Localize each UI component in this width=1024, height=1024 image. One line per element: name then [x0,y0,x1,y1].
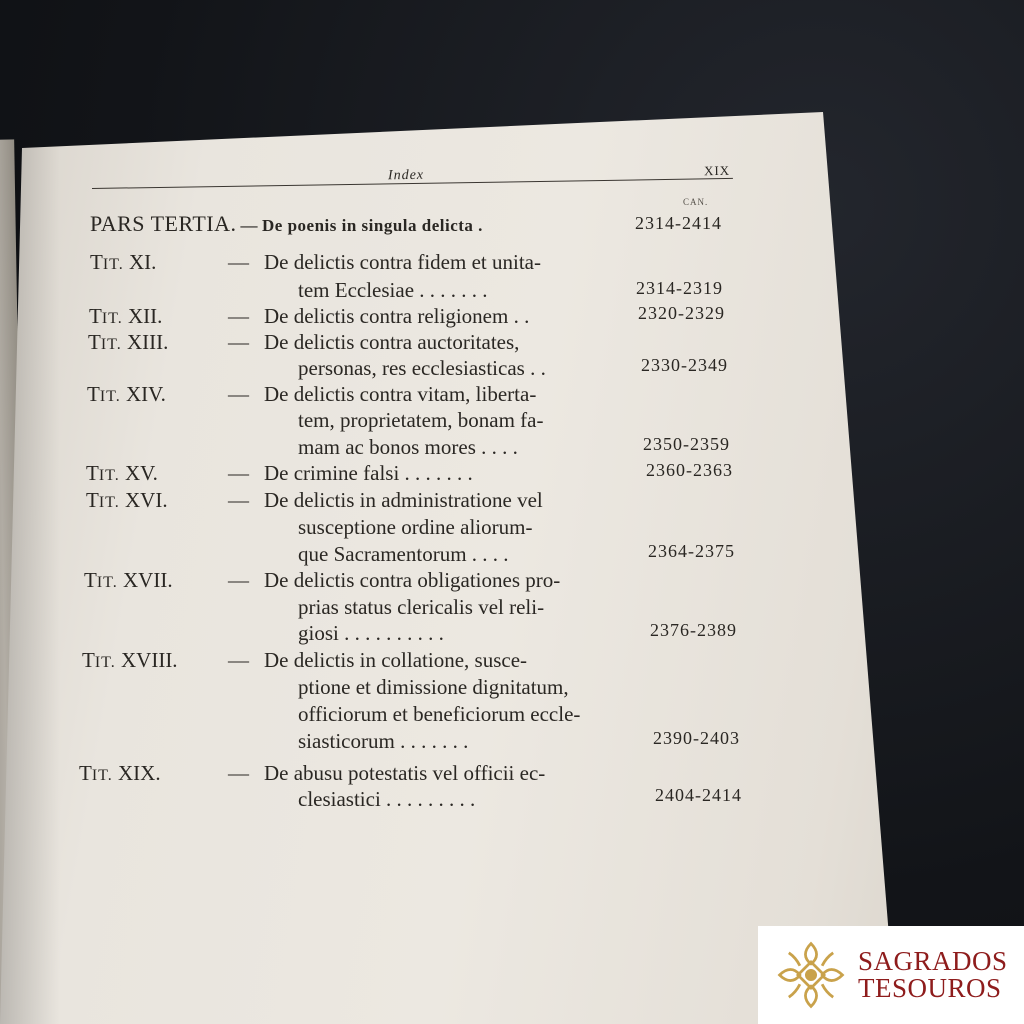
entry-text-line: De delictis in collatione, susce- [264,648,528,672]
entry-label-numeral: XVI. [119,488,168,512]
entry-text-line: De delictis contra obligationes pro- [264,568,561,592]
entry-label-numeral: XVII. [117,568,173,592]
entry-text-line: prias status clericalis vel reli- [298,595,545,619]
entry-dash: — [228,648,249,672]
entry-canon-range: 2360-2363 [646,460,733,480]
entry-text-line: De delictis in administratione vel [264,488,543,512]
entry-text-line: tem Ecclesiae . . . . . . . [298,278,488,302]
running-head-title: Index [387,167,425,184]
entry-label-numeral: XII. [122,304,163,328]
entry-canon-range: 2404-2414 [655,785,742,805]
entry-text-line: De delictis contra religionem . . [264,304,530,328]
entry-label-prefix: TIT. [87,382,121,406]
entry-text-line: De delictis contra auctoritates, [264,330,520,354]
entry-canon-range: 2350-2359 [643,434,730,454]
logo-line-1: SAGRADOS [858,946,1008,976]
entry-label-prefix: TIT. [82,648,116,672]
entry-label-prefix: TIT. [86,488,120,512]
entry-canon-range: 2330-2349 [641,355,728,375]
ornamental-cross-emblem-icon [774,938,848,1012]
entry-text-line: officiorum et beneficiorum eccle- [298,702,581,726]
entry-label-numeral: XIX. [112,761,161,785]
entry-label-prefix: TIT. [90,250,124,274]
entry-text-line: mam ac bonos mores . . . . [298,435,518,459]
entry-title-label [86,461,158,486]
entry-text-line: giosi . . . . . . . . . . [298,621,444,645]
entry-title-label [89,304,162,329]
entry-dash: — [228,461,249,485]
entry-label-numeral: XI. [123,250,157,274]
canon-column-label: CAN. [683,197,709,207]
entry-dash: — [228,488,249,512]
logo-wordmark [858,948,1008,1002]
entry-text-line: siasticorum . . . . . . . [298,729,469,753]
entry-text-line: De abusu potestatis vel officii ec- [264,761,546,785]
entry-dash: — [228,761,249,785]
entry-label-numeral: XIV. [120,382,166,406]
entry-text-line: De delictis contra vitam, liberta- [264,382,537,406]
entry-label-prefix: TIT. [84,568,118,592]
entry-dash: — [228,382,249,406]
entry-dash: — [228,568,249,592]
entry-label-numeral: XIII. [121,330,169,354]
entry-label-prefix: TIT. [79,761,113,785]
entry-title-label [88,330,168,355]
entry-text-line: clesiastici . . . . . . . . . [298,787,476,811]
entry-canon-range: 2364-2375 [648,541,735,561]
entry-text-line: ptione et dimissione dignitatum, [298,675,569,699]
entry-canon-range: 2320-2329 [638,303,725,323]
entry-label-prefix: TIT. [89,304,123,328]
page-number: XIX [703,162,731,179]
entry-text-line: susceptione ordine aliorum- [298,515,533,539]
pars-dash: — [240,216,258,235]
entry-label-numeral: XV. [119,461,158,485]
entry-title-label [79,761,161,786]
entry-dash: — [228,250,249,274]
entry-label-prefix: TIT. [88,330,122,354]
entry-canon-range: 2314-2319 [636,278,723,298]
logo-line-2: TESOUROS [858,973,1002,1003]
entry-title-label [82,648,178,673]
pars-title: De poenis in singula delicta . [262,216,483,235]
entry-canon-range: 2376-2389 [650,620,737,640]
entry-dash: — [228,330,249,354]
entry-title-label [84,568,173,593]
entry-title-label [87,382,166,407]
entry-title-label [90,250,156,275]
entry-label-prefix: TIT. [86,461,120,485]
entry-text-line: De delictis contra fidem et unita- [264,250,541,274]
entry-text-line: tem, proprietatem, bonam fa- [298,408,544,432]
pars-canon-range: 2314-2414 [635,213,722,233]
entry-canon-range: 2390-2403 [653,728,740,748]
entry-dash: — [228,304,249,328]
entry-text-line: personas, res ecclesiasticas . . [298,356,546,380]
entry-text-line: De crimine falsi . . . . . . . [264,461,473,485]
watermark-logo [758,926,1024,1024]
entry-label-numeral: XVIII. [115,648,178,672]
entry-text-line: que Sacramentorum . . . . [298,542,509,566]
pars-label: PARS TERTIA. [90,211,237,236]
entry-title-label [86,488,168,513]
